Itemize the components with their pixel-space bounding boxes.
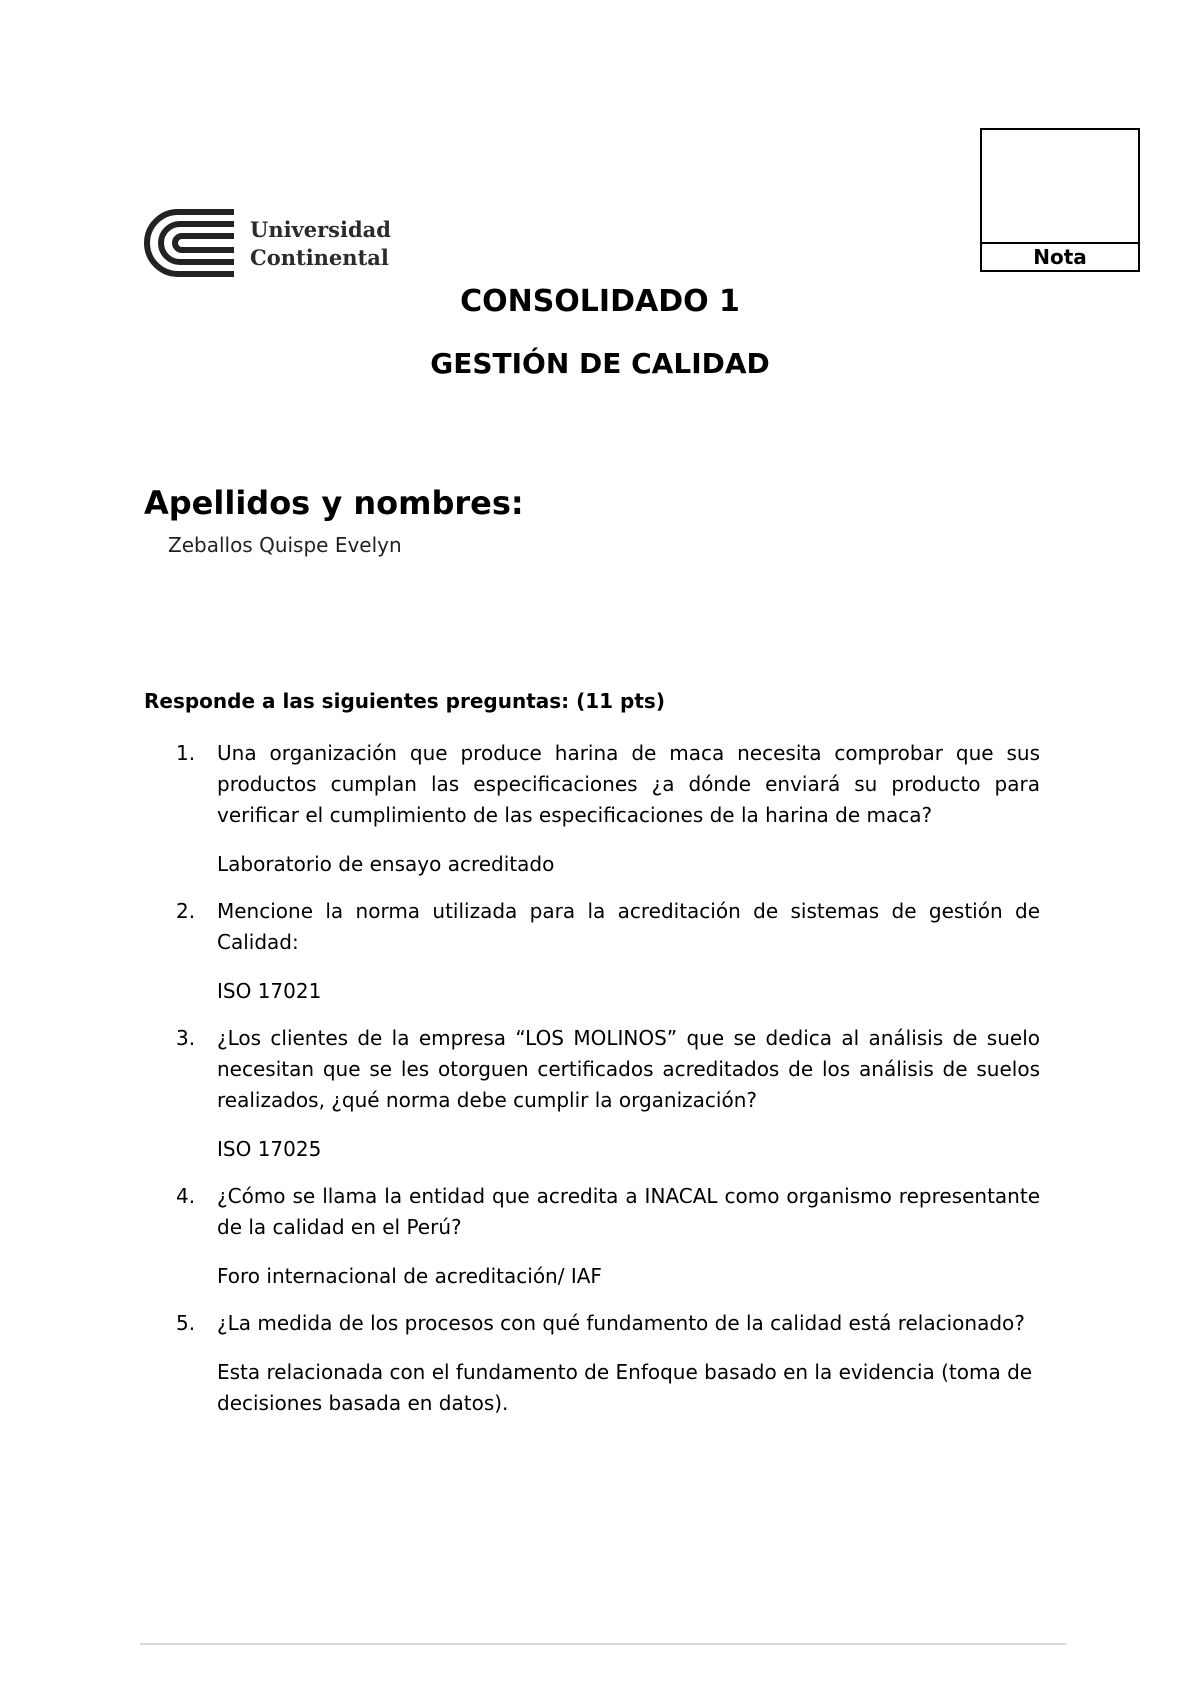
question-text: ¿La medida de los procesos con qué fundamento de la calidad está relacionado? [217, 1311, 1025, 1335]
answer-text: ISO 17025 [217, 1137, 322, 1161]
question-number: 4. [176, 1184, 196, 1208]
question-text: ¿Los clientes de la empresa “LOS MOLINOS” que se dedica al análisis de suelo necesitan que se les otorguen certificados acreditados de los análisis de suelos realizados, ¿qué norma debe cumplir la organización? [217, 1026, 1040, 1112]
question-text: Mencione la norma utilizada para la acreditación de sistemas de gestión de Calidad: [217, 899, 1040, 954]
question-item [144, 1181, 1040, 1292]
student-name: Zeballos Quispe Evelyn [168, 533, 402, 557]
logo-line-2: Continental [250, 245, 389, 270]
question-number: 5. [176, 1311, 196, 1335]
question-number: 2. [176, 899, 196, 923]
question-number: 3. [176, 1026, 196, 1050]
answer-text: Foro internacional de acreditación/ IAF [217, 1264, 602, 1288]
grade-label: Nota [982, 242, 1138, 270]
title-line-1: CONSOLIDADO 1 [460, 284, 740, 319]
name-heading: Apellidos y nombres: [144, 484, 524, 522]
document-title [0, 284, 1200, 319]
question-item [144, 896, 1040, 1007]
grade-box [980, 128, 1140, 272]
question-item [144, 738, 1040, 880]
university-logo [142, 208, 392, 278]
answer-text: ISO 17021 [217, 979, 322, 1003]
question-list [144, 738, 1040, 1435]
answer-text: Laboratorio de ensayo acreditado [217, 852, 555, 876]
question-number: 1. [176, 741, 196, 765]
question-text: Una organización que produce harina de maca necesita comprobar que sus productos cumplan las especificaciones ¿a dónde enviará su producto para verificar el cumplimiento de las especificaciones de la harina de maca? [217, 741, 1040, 827]
title-line-2: GESTIÓN DE CALIDAD [430, 347, 770, 380]
document-subtitle [0, 347, 1200, 380]
logo-mark-icon [142, 208, 238, 278]
section-title: Responde a las siguientes preguntas: (11 pts) [144, 689, 665, 713]
answer-text: Esta relacionada con el fundamento de Enfoque basado en la evidencia (toma de decisiones basada en datos). [217, 1360, 1033, 1415]
logo-text [250, 216, 391, 272]
question-item [144, 1308, 1040, 1419]
question-text: ¿Cómo se llama la entidad que acredita a INACAL como organismo representante de la calidad en el Perú? [217, 1184, 1040, 1239]
footer-divider [140, 1643, 1066, 1645]
question-item [144, 1023, 1040, 1165]
logo-line-1: Universidad [250, 217, 391, 242]
